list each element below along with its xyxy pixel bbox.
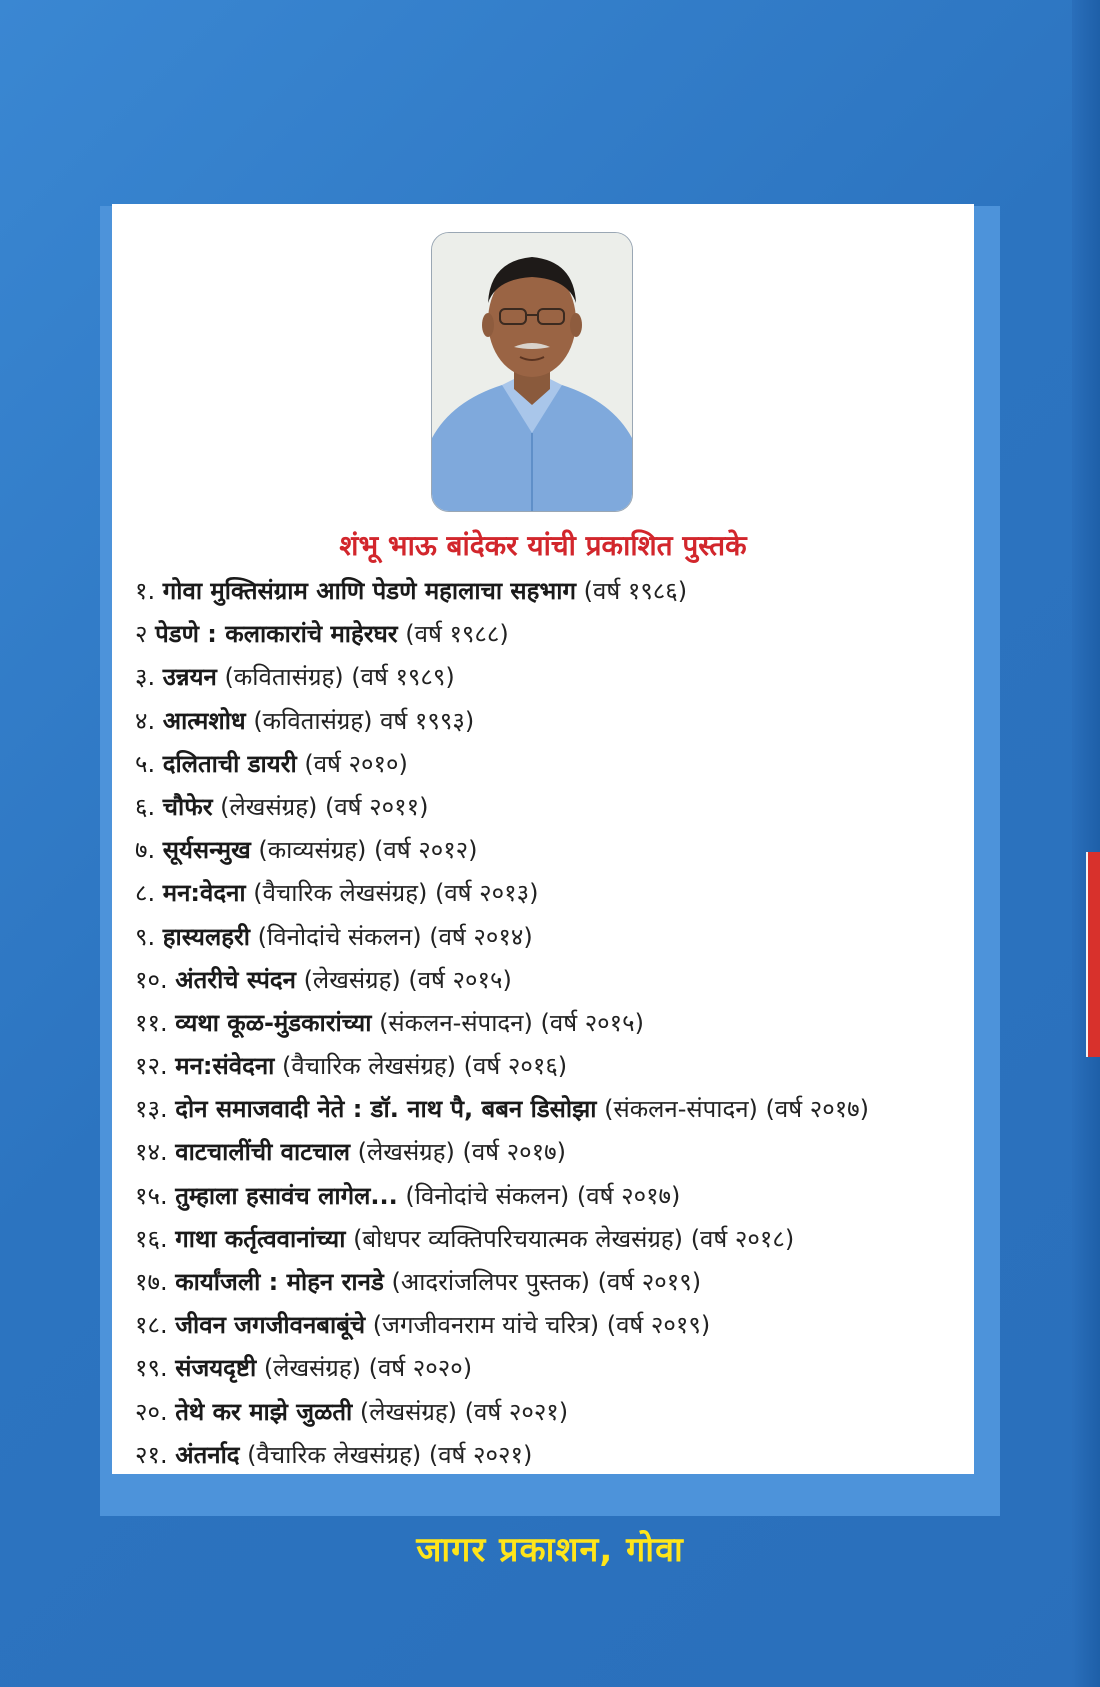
book-title: हास्यलहरी: [162, 922, 251, 951]
book-genre: (विनोदांचे संकलन): [405, 1181, 570, 1210]
book-year: (वर्ष २०१८): [690, 1224, 795, 1253]
book-genre: (लेखसंग्रह): [303, 965, 401, 994]
book-title: गाथा कर्तृत्ववानांच्या: [175, 1224, 346, 1253]
book-title: वाटचालींची वाटचाल: [175, 1138, 351, 1167]
book-genre: (कवितासंग्रह): [253, 706, 373, 735]
book-title: गोवा मुक्तिसंग्राम आणि पेडणे महालाचा सहभाग: [162, 577, 576, 605]
book-num: ११.: [135, 1008, 168, 1037]
book-list-item: [135, 786, 965, 829]
book-title: कार्यांजली : मोहन रानडे: [175, 1268, 384, 1296]
book-genre: (जगजीवनराम यांचे चरित्र): [372, 1311, 600, 1340]
book-year: (वर्ष २०१९): [597, 1268, 702, 1296]
book-list-item: [135, 1175, 965, 1218]
book-year: (वर्ष २०१९): [606, 1311, 711, 1340]
book-year: (वर्ष २०१६): [463, 1052, 568, 1081]
book-list-item: [135, 743, 965, 786]
book-genre: (लेखसंग्रह): [357, 1138, 455, 1167]
book-year: (वर्ष २०१४): [429, 922, 533, 951]
book-list-item: [135, 1304, 965, 1347]
book-genre: (विनोदांचे संकलन): [257, 922, 422, 951]
book-list-item: [135, 1045, 965, 1088]
book-list-item: [135, 1434, 965, 1477]
book-num: १८.: [135, 1311, 168, 1340]
book-title: तेथे कर माझे जुळती: [175, 1397, 353, 1426]
book-num: २१.: [135, 1440, 168, 1469]
book-title: संजयदृष्टी: [175, 1354, 257, 1383]
publisher-name: जागर प्रकाशन, गोवा: [416, 1530, 684, 1570]
book-num: १.: [135, 577, 156, 605]
book-year: (वर्ष २०१२): [374, 836, 478, 865]
book-num: १२.: [135, 1052, 168, 1081]
book-list-item: [135, 916, 965, 959]
book-list-item: [135, 1261, 965, 1304]
book-year: (वर्ष २०२१): [464, 1397, 569, 1426]
book-num: ९.: [135, 922, 156, 951]
book-genre: (कवितासंग्रह): [224, 663, 344, 692]
book-year: (वर्ष २०११): [324, 792, 429, 821]
book-title: आत्मशोध: [162, 706, 246, 735]
book-num: १७.: [135, 1268, 168, 1296]
book-year: (वर्ष २०१७): [765, 1095, 870, 1124]
price-sticker: [1086, 852, 1100, 1057]
book-list-item: [135, 1218, 965, 1261]
book-list-item: [135, 1002, 965, 1045]
book-year: (वर्ष २०१३): [434, 879, 539, 908]
book-list-item: [135, 700, 965, 743]
book-list-item: [135, 872, 965, 915]
book-genre: (लेखसंग्रह): [220, 792, 318, 821]
book-num: १०.: [135, 965, 168, 994]
book-list-item: [135, 570, 965, 613]
book-title: तुम्हाला हसावंच लागेल...: [175, 1181, 398, 1210]
book-title: जीवन जगजीवनबाबूंचे: [175, 1311, 366, 1340]
book-list-item: [135, 1088, 965, 1131]
book-year: (वर्ष २०१५): [408, 965, 512, 994]
book-list: [135, 570, 965, 1477]
book-genre: (वैचारिक लेखसंग्रह): [253, 879, 428, 908]
section-heading: शंभू भाऊ बांदेकर यांची प्रकाशित पुस्तके: [339, 529, 747, 562]
book-num: १४.: [135, 1138, 168, 1167]
book-year: (वर्ष २०२०): [368, 1354, 473, 1383]
book-num: ५.: [135, 749, 156, 778]
book-num: ८.: [135, 879, 156, 908]
book-genre: (लेखसंग्रह): [359, 1397, 458, 1426]
book-num: ४.: [135, 706, 156, 735]
author-photo: [431, 232, 633, 512]
book-list-item: [135, 656, 965, 699]
book-list-item: [135, 1391, 965, 1434]
book-genre: (लेखसंग्रह): [263, 1354, 361, 1383]
book-genre: (आदरांजलिपर पुस्तक): [391, 1268, 590, 1296]
book-num: २०.: [135, 1397, 168, 1426]
book-num: १९.: [135, 1354, 168, 1383]
book-title: मन:संवेदना: [175, 1052, 275, 1081]
cover-edge: [1072, 0, 1100, 1687]
book-genre: (बोधपर व्यक्तिपरिचयात्मक लेखसंग्रह): [353, 1224, 684, 1253]
book-genre: (संकलन-संपादन): [604, 1095, 758, 1124]
book-title: अंतरीचे स्पंदन: [175, 965, 296, 994]
book-list-item: [135, 613, 965, 656]
book-title: उन्नयन: [162, 663, 217, 692]
book-list-item: [135, 959, 965, 1002]
book-num: १५.: [135, 1181, 168, 1210]
book-num: ६.: [135, 792, 156, 821]
book-title: सूर्यसन्मुख: [162, 836, 251, 865]
book-num: ३.: [135, 663, 156, 692]
book-num: १३.: [135, 1095, 168, 1124]
book-genre: (वैचारिक लेखसंग्रह): [282, 1052, 457, 1081]
book-title: चौफेर: [162, 792, 213, 821]
book-title: अंतर्नाद: [175, 1440, 240, 1469]
book-year: (वर्ष १९८९): [351, 663, 455, 692]
book-title: पेडणे : कलाकारांचे माहेरघर: [155, 620, 398, 649]
book-list-item: [135, 829, 965, 872]
book-year: (वर्ष २०१७): [576, 1181, 681, 1210]
book-genre: (संकलन-संपादन): [379, 1008, 533, 1037]
book-title: मन:वेदना: [162, 879, 246, 908]
book-list-item: [135, 1131, 965, 1174]
book-year: (वर्ष १९८६): [583, 577, 688, 605]
book-title: व्यथा कूळ-मुंडकारांच्या: [175, 1008, 372, 1037]
book-title: दोन समाजवादी नेते : डॉ. नाथ पै, बबन डिसोझा: [175, 1095, 597, 1124]
book-year: (वर्ष २०१५): [540, 1008, 644, 1037]
book-list-item: [135, 1347, 965, 1390]
book-num: १६.: [135, 1224, 168, 1253]
book-year: (वर्ष १९८८): [405, 620, 509, 649]
book-year: (वर्ष २०२१): [428, 1440, 533, 1469]
book-genre: (काव्यसंग्रह): [258, 836, 367, 865]
book-year: (वर्ष २०१७): [462, 1138, 566, 1167]
book-num: २: [135, 620, 148, 649]
book-genre: (वैचारिक लेखसंग्रह): [247, 1440, 422, 1469]
book-num: ७.: [135, 836, 156, 865]
book-year: (वर्ष २०१०): [304, 749, 408, 778]
book-year: वर्ष १९९३): [380, 706, 475, 735]
book-title: दलिताची डायरी: [162, 749, 297, 778]
